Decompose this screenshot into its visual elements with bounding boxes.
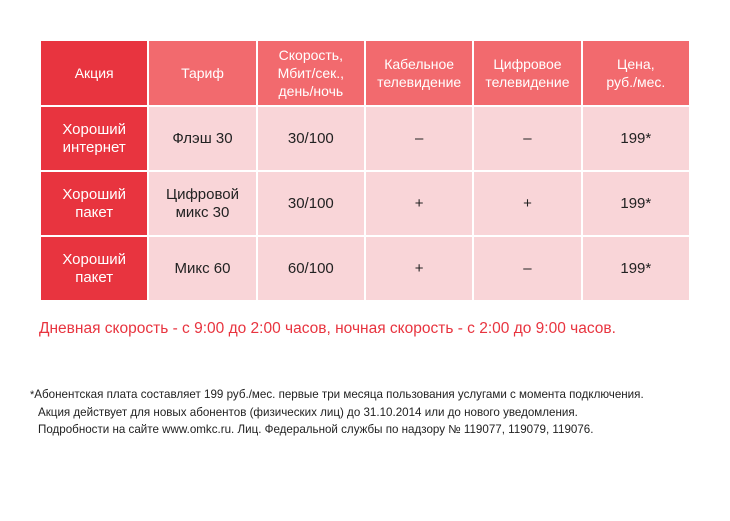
table-row bbox=[41, 107, 689, 170]
header-digital-tv: Цифровое телевидение bbox=[474, 41, 580, 105]
cell-tariff: Флэш 30 bbox=[149, 107, 255, 170]
cell-digital-tv: – bbox=[474, 237, 580, 300]
cell-speed: 60/100 bbox=[258, 237, 364, 300]
cell-speed: 30/100 bbox=[258, 107, 364, 170]
cell-cable-tv: + bbox=[366, 237, 472, 300]
table-header-row bbox=[41, 41, 689, 105]
cell-tariff: Микс 60 bbox=[149, 237, 255, 300]
header-price: Цена, руб./мес. bbox=[583, 41, 689, 105]
header-cable-tv: Кабельное телевидение bbox=[366, 41, 472, 105]
cell-tariff: Цифровой микс 30 bbox=[149, 172, 255, 235]
footnote-line-2: Акция действует для новых абонентов (физических лиц) до 31.10.2014 или до нового уведомления. bbox=[38, 406, 578, 419]
cell-digital-tv: + bbox=[474, 172, 580, 235]
cell-price: 199* bbox=[583, 107, 689, 170]
cell-price: 199* bbox=[583, 172, 689, 235]
footnote-star: * bbox=[30, 389, 35, 401]
table-row bbox=[41, 237, 689, 300]
cell-promo: Хороший интернет bbox=[41, 107, 147, 170]
speed-schedule-note: Дневная скорость - с 9:00 до 2:00 часов, ночная скорость - с 2:00 до 9:00 часов. bbox=[39, 320, 616, 337]
footnote-line-1 bbox=[30, 386, 710, 404]
footnote-line-3: Подробности на сайте www.omkc.ru. Лиц. Федеральной службы по надзору № 119077, 119079, 119076. bbox=[38, 423, 594, 436]
footnote bbox=[30, 386, 710, 438]
header-tariff: Тариф bbox=[149, 41, 255, 105]
cell-speed: 30/100 bbox=[258, 172, 364, 235]
cell-cable-tv: + bbox=[366, 172, 472, 235]
footnote-text-1: Абонентская плата составляет 199 руб./мес. первые три месяца пользования услугами с момента подключения. bbox=[34, 388, 644, 401]
cell-promo: Хороший пакет bbox=[41, 237, 147, 300]
cell-promo: Хороший пакет bbox=[41, 172, 147, 235]
cell-digital-tv: – bbox=[474, 107, 580, 170]
header-speed: Скорость, Мбит/сек., день/ночь bbox=[258, 41, 364, 105]
header-promo: Акция bbox=[41, 41, 147, 105]
table-row bbox=[41, 172, 689, 235]
cell-cable-tv: – bbox=[366, 107, 472, 170]
cell-price: 199* bbox=[583, 237, 689, 300]
tariff-table bbox=[39, 39, 691, 302]
